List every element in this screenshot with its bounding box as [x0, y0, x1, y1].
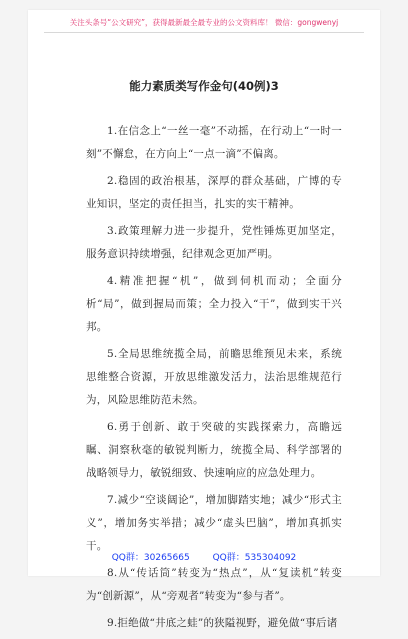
document-page [28, 10, 380, 629]
paragraph: 9.拒绝做“井底之蛙”的狭隘视野，避免做“事后诸 [107, 617, 338, 629]
paragraph: 5.全局思维统揽全局，前瞻思维预见未来，系统思维整合资源，开放思维激发活力，法治思维规范行为，风险思维防范未然。 [86, 348, 342, 406]
paragraph: 7.减少“空谈阔论”，增加脚踏实地；减少“形式主义”，增加务实举措；减少“虚头巴脑”，增加真抓实干。 [86, 494, 342, 552]
document-title: 能力素质类写作金句(40例)3 [129, 79, 279, 93]
paragraph: 2.稳固的政治根基，深厚的群众基础，广博的专业知识，坚定的责任担当，扎实的实干精神。 [86, 175, 342, 210]
paragraph: 3.政策理解力进一步提升，党性锤炼更加坚定，服务意识持续增强，纪律观念更加严明。 [86, 225, 342, 260]
paragraph: 1.在信念上“一丝一毫”不动摇，在行动上“一时一刻”不懈怠，在方向上“一点一滴”不偏离。 [86, 125, 342, 160]
footer-contact [28, 550, 380, 563]
header-banner: 关注头条号“公文研究”，获得最新最全最专业的公文资料库！ 微信：gongwenyj [69, 18, 339, 27]
footer-qq-group-2: QQ群：535304092 [212, 553, 297, 563]
footer-qq-group-1: QQ群：30265665 [111, 553, 190, 563]
paragraph: 8.从“传话筒”转变为“热点”，从“复读机”转变为“创新源”，从“旁观者”转变为“参与者”。 [86, 567, 342, 602]
header-divider [44, 32, 364, 33]
paragraph: 6.勇于创新、敢于突破的实践探索力，高瞻远瞩、洞察秋毫的敏锐判断力，统揽全局、科学部署的战略领导力，敏锐细致、快速响应的应急处理力。 [86, 421, 342, 479]
paragraph: 4.精准把握“机”，做到伺机而动；全面分析“局”，做到握局而策；全力投入“干”，做到实干兴邦。 [86, 275, 342, 333]
